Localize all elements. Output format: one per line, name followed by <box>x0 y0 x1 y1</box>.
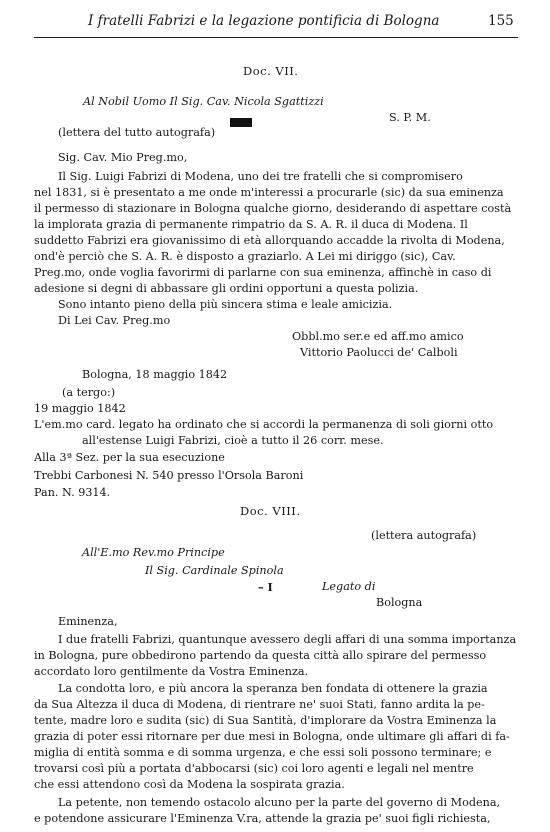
doc8-body-line: tente, madre loro e sudita (sic) di Sua Santità, d'implorare da Vostra Eminenza la <box>34 714 497 727</box>
doc7-verso-line: Alla 3ª Sez. per la sua esecuzione <box>34 451 225 464</box>
doc7-salutation: Sig. Cav. Mio Preg.mo, <box>58 151 188 164</box>
doc7-verso-line: L'em.mo card. legato ha ordinato che si accordi la permanenza di soli giorni otto <box>34 418 494 431</box>
doc7-verso-line: all'estense Luigi Fabrizi, cioè a tutto il 26 corr. mese. <box>82 434 384 447</box>
doc7-body-line: il permesso di stazionare in Bologna qualche giorno, desiderando di aspettare costà <box>34 202 512 215</box>
doc8-addressee-line: Legato di <box>322 580 376 593</box>
doc8-body-line: I due fratelli Fabrizi, quantunque avessero degli affari di una somma importanza <box>58 633 517 646</box>
doc8-address-mark: – I <box>258 580 273 594</box>
doc7-body-line: adesione si degni di abbassare gli ordini opportuni a questa polizia. <box>34 282 419 295</box>
doc7-addressee: Al Nobil Uomo Il Sig. Cav. Nicola Sgattizzi <box>83 95 324 108</box>
doc8-body-line: grazia di poter essi ritornare per due mesi in Bologna, onde ultimare gli affari di fa- <box>34 730 510 743</box>
doc8-body-line: che essi attendono così da Modena la sospirata grazia. <box>34 778 345 791</box>
doc7-body-line: Di Lei Cav. Preg.mo <box>58 314 171 327</box>
doc8-body-line: accordato loro gentilmente da Vostra Eminenza. <box>34 665 309 678</box>
doc7-verso: (a tergo:) <box>62 386 116 399</box>
doc8-salutation: Eminenza, <box>58 615 118 628</box>
doc8-body-line: trovarsi così più a portata d'abbocarsi (sic) coi loro agenti e legali nel mentre <box>34 762 474 775</box>
doc7-verso-date: 19 maggio 1842 <box>34 402 126 415</box>
doc7-verso-line: Pan. N. 9314. <box>34 486 111 499</box>
doc8-addressee-line: Il Sig. Cardinale Spinola <box>145 564 284 577</box>
doc7-title: Doc. VII. <box>243 64 299 78</box>
doc8-body-line: miglia di entità somma e di somma urgenza, e che essi soli possono terminare; e <box>34 746 492 759</box>
doc7-body-line: Preg.mo, onde voglia favorirmi di parlarne con sua eminenza, affinchè in caso di <box>34 266 492 279</box>
doc7-closing: Obbl.mo ser.e ed aff.mo amico <box>292 330 464 343</box>
doc8-note: (lettera autografa) <box>371 529 477 542</box>
doc8-title: Doc. VIII. <box>240 504 301 518</box>
doc8-body-line: e potendone assicurare l'Eminenza V.ra, attende la grazia pe' suoi figli richiesta, <box>34 812 491 825</box>
header-rule <box>34 37 518 38</box>
doc7-note: (lettera del tutto autografa) <box>58 126 216 139</box>
doc7-body-line: nel 1831, si è presentato a me onde m'interessi a procurarle (sic) da sua eminenza <box>34 186 504 199</box>
doc7-date: Bologna, 18 maggio 1842 <box>82 368 228 381</box>
page-number: 155 <box>488 13 514 29</box>
running-title: I fratelli Fabrizi e la legazione pontificia di Bologna <box>88 13 440 29</box>
doc8-body-line: da Sua Altezza il duca di Modena, di rientrare ne' suoi Stati, fanno ardita la pe- <box>34 698 485 711</box>
redaction-mark <box>230 118 252 127</box>
doc7-body-line: suddetto Fabrizi era giovanissimo di età allorquando accadde la rivolta di Modena, <box>34 234 505 247</box>
doc8-body-line: in Bologna, pure obbedirono partendo da questa città allo spirare del permesso <box>34 649 487 662</box>
doc8-addressee-line: All'E.mo Rev.mo Principe <box>82 546 225 559</box>
doc7-spm: S. P. M. <box>389 111 431 124</box>
doc7-body-line: ond'è perciò che S. A. R. è disposto a graziarlo. A Lei mi diriggo (sic), Cav. <box>34 250 456 263</box>
doc7-body-line: la implorata grazia di permanente rimpatrio da S. A. R. il duca di Modena. Il <box>34 218 468 231</box>
doc8-body-line: La petente, non temendo ostacolo alcuno per la parte del governo di Modena, <box>58 796 501 809</box>
doc7-body-line: Sono intanto pieno della più sincera stima e leale amicizia. <box>58 298 393 311</box>
doc7-body-line: Il Sig. Luigi Fabrizi di Modena, uno dei tre fratelli che si compromisero <box>58 170 463 183</box>
doc8-addressee-line: Bologna <box>376 596 423 609</box>
doc8-body-line: La condotta loro, e più ancora la speranza ben fondata di ottenere la grazia <box>58 682 488 695</box>
doc7-signature: Vittorio Paolucci de' Calboli <box>300 346 458 359</box>
doc7-verso-line: Trebbi Carbonesi N. 540 presso l'Orsola Baroni <box>34 469 304 482</box>
